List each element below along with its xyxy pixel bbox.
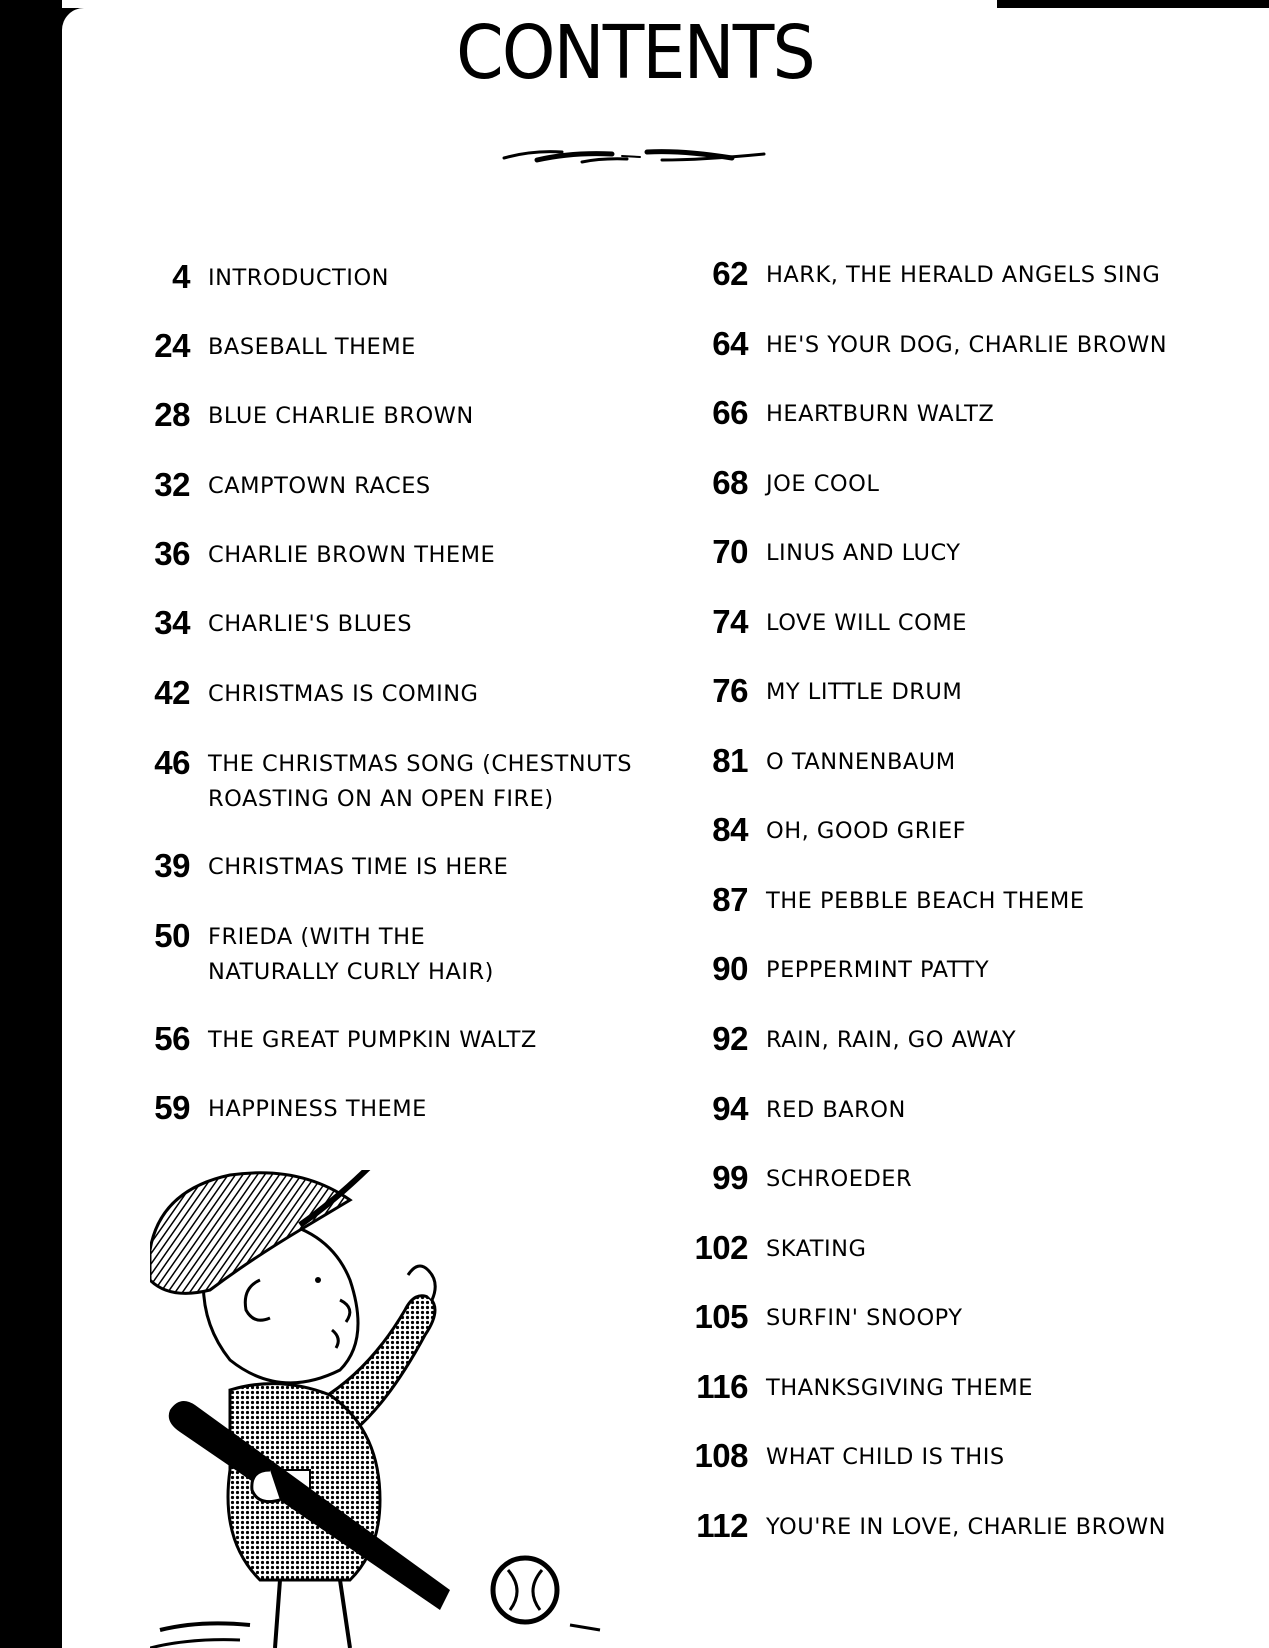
song-title: CHRISTMAS TIME IS HERE <box>208 854 509 880</box>
toc-entry[interactable] <box>150 919 494 990</box>
song-title: BASEBALL THEME <box>208 334 416 360</box>
toc-entry[interactable] <box>690 1022 1016 1058</box>
toc-entry[interactable] <box>690 813 966 849</box>
page-number: 76 <box>712 672 748 709</box>
song-title: OH, GOOD GRIEF <box>766 818 967 844</box>
toc-entry[interactable] <box>150 260 389 296</box>
charlie-brown-baseball-illustration <box>150 1170 610 1648</box>
page-number: 81 <box>712 742 748 779</box>
toc-entry[interactable] <box>150 1022 537 1058</box>
page-number: 92 <box>712 1020 748 1057</box>
page-number: 56 <box>154 1020 190 1057</box>
toc-entry[interactable] <box>690 952 989 988</box>
toc-entry[interactable] <box>690 1231 866 1267</box>
song-title: YOU'RE IN LOVE, CHARLIE BROWN <box>766 1514 1167 1540</box>
song-title: SKATING <box>766 1236 867 1262</box>
toc-entry[interactable] <box>690 396 994 432</box>
toc-entry[interactable] <box>150 676 478 712</box>
toc-entry[interactable] <box>150 849 508 885</box>
page-number: 59 <box>154 1089 190 1126</box>
page-number: 24 <box>154 327 190 364</box>
toc-entry[interactable] <box>690 1161 912 1197</box>
page-number: 39 <box>154 847 190 884</box>
song-title: HEARTBURN WALTZ <box>766 401 995 427</box>
song-title: CHRISTMAS IS COMING <box>208 681 479 707</box>
song-title: THANKSGIVING THEME <box>766 1375 1033 1401</box>
song-title: CAMPTOWN RACES <box>208 473 431 499</box>
song-title: RED BARON <box>766 1097 906 1123</box>
song-title: THE PEBBLE BEACH THEME <box>766 888 1085 914</box>
page-number: 94 <box>712 1090 748 1127</box>
song-title: PEPPERMINT PATTY <box>766 957 990 983</box>
page-number: 50 <box>154 917 190 954</box>
page-number: 66 <box>712 394 748 431</box>
song-title: CHARLIE'S BLUES <box>208 611 412 637</box>
toc-entry[interactable] <box>150 746 632 817</box>
page-number: 87 <box>712 881 748 918</box>
page-number: 74 <box>712 603 748 640</box>
song-title: JOE COOL <box>766 471 880 497</box>
song-title: SURFIN' SNOOPY <box>766 1305 963 1331</box>
toc-entry[interactable] <box>690 327 1167 363</box>
page-number: 64 <box>712 325 748 362</box>
song-title: O TANNENBAUM <box>766 749 956 775</box>
song-title: LOVE WILL COME <box>766 610 967 636</box>
toc-entry[interactable] <box>690 1370 1033 1406</box>
page-number: 90 <box>712 950 748 987</box>
toc-entry[interactable] <box>150 537 495 573</box>
toc-entry[interactable] <box>690 883 1085 919</box>
song-title: CHARLIE BROWN THEME <box>208 542 496 568</box>
toc-entry[interactable] <box>690 1439 1005 1475</box>
toc-entry[interactable] <box>150 468 431 504</box>
scan-border-top <box>62 0 997 8</box>
page-number: 46 <box>154 744 190 781</box>
toc-entry[interactable] <box>150 329 416 365</box>
song-title: MY LITTLE DRUM <box>766 679 963 705</box>
toc-entry[interactable] <box>690 744 956 780</box>
toc-entry[interactable] <box>690 466 879 502</box>
song-title: WHAT CHILD IS THIS <box>766 1444 1005 1470</box>
song-title: RAIN, RAIN, GO AWAY <box>766 1027 1017 1053</box>
toc-entry[interactable] <box>690 535 961 571</box>
song-title: HARK, THE HERALD ANGELS SING <box>766 262 1161 288</box>
song-title: LINUS AND LUCY <box>766 540 961 566</box>
page-number: 42 <box>154 674 190 711</box>
toc-entry[interactable] <box>150 398 474 434</box>
page-number: 102 <box>694 1229 748 1266</box>
toc-entry[interactable] <box>690 605 967 641</box>
toc-entry[interactable] <box>690 1509 1166 1545</box>
toc-entry[interactable] <box>690 257 1160 293</box>
song-title: SCHROEDER <box>766 1166 913 1192</box>
title-ornament <box>502 140 772 170</box>
page-number: 108 <box>694 1437 748 1474</box>
song-title: FRIEDA (WITH THE NATURALLY CURLY HAIR) <box>208 924 494 985</box>
page-number: 32 <box>154 466 190 503</box>
toc-entry[interactable] <box>690 1300 962 1336</box>
page-title: CONTENTS <box>456 10 814 96</box>
page-number: 112 <box>696 1507 748 1544</box>
page-number: 99 <box>712 1159 748 1196</box>
page-number: 28 <box>154 396 190 433</box>
page-number: 105 <box>694 1298 748 1335</box>
song-title: INTRODUCTION <box>208 265 389 291</box>
page-number: 62 <box>712 255 748 292</box>
page-number: 116 <box>696 1368 748 1405</box>
page-number: 70 <box>712 533 748 570</box>
page-number: 34 <box>154 604 190 641</box>
page-number: 68 <box>712 464 748 501</box>
song-title: THE GREAT PUMPKIN WALTZ <box>208 1027 537 1053</box>
toc-entry[interactable] <box>150 1091 427 1127</box>
song-title: HE'S YOUR DOG, CHARLIE BROWN <box>766 332 1168 358</box>
toc-entry[interactable] <box>690 1092 906 1128</box>
song-title: BLUE CHARLIE BROWN <box>208 403 474 429</box>
toc-entry[interactable] <box>690 674 962 710</box>
page-number: 36 <box>154 535 190 572</box>
song-title: HAPPINESS THEME <box>208 1096 427 1122</box>
page-number: 84 <box>712 811 748 848</box>
toc-entry[interactable] <box>150 606 412 642</box>
page-number: 4 <box>172 258 190 295</box>
song-title: THE CHRISTMAS SONG (CHESTNUTS ROASTING ON AN OPEN FIRE) <box>208 751 633 812</box>
